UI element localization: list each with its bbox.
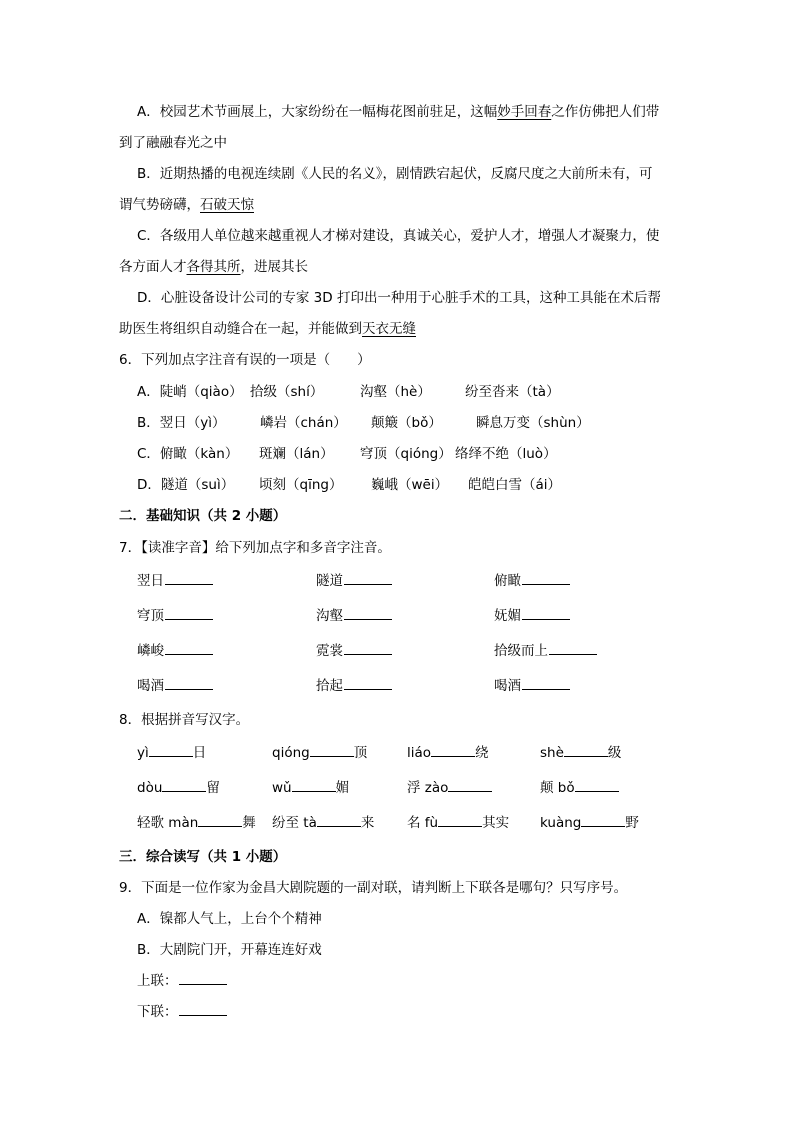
- q7-item: [316, 680, 392, 694]
- underlined-idiom: 各得其所: [186, 259, 241, 275]
- q7-item: [316, 575, 392, 589]
- q9-lower-line: [137, 1006, 227, 1020]
- q7-item: [494, 610, 570, 624]
- answer-blank[interactable]: [165, 653, 213, 655]
- q7-word: 拾起: [316, 678, 343, 694]
- q6-b-1: B．翌日（yì）: [137, 415, 226, 431]
- answer-blank[interactable]: [179, 983, 227, 985]
- q5-option-d-line1: D．心脏设备设计公司的专家 3D 打印出一种用于心脏手术的工具，这种工具能在术后帮: [137, 290, 661, 306]
- q6-b-4: 瞬息万变（shùn）: [476, 415, 590, 431]
- q6-a-3: 沟壑（hè）: [360, 384, 431, 400]
- q6-c-4: 络绎不绝（luò）: [455, 446, 557, 462]
- answer-blank[interactable]: [292, 790, 336, 792]
- q7-item: [494, 575, 570, 589]
- answer-blank[interactable]: [575, 790, 619, 792]
- pinyin: shè: [540, 745, 564, 761]
- q7-item: [494, 680, 570, 694]
- upper-label: 上联：: [137, 973, 178, 989]
- q6-a-2: 拾级（shí）: [250, 384, 324, 400]
- section-heading-2: 二．基础知识（共 2 小题）: [119, 508, 287, 524]
- pinyin: 颠 bǒ: [540, 780, 575, 796]
- q5-option-b-line1: B．近期热播的电视连续剧《人民的名义》，剧情跌宕起伏，反腐尺度之大前所未有，可: [137, 166, 653, 182]
- q8-char: 媚: [335, 780, 350, 796]
- q6-b-2: 嶙岩（chán）: [260, 415, 347, 431]
- lower-label: 下联：: [137, 1004, 178, 1020]
- q7-item: [316, 610, 392, 624]
- pinyin: yì: [137, 745, 149, 761]
- q7-word: 妩媚: [494, 608, 521, 624]
- underlined-idiom: 天衣无缝: [362, 321, 416, 337]
- q6-c-3: 穹顶（qióng）: [360, 446, 452, 462]
- answer-blank[interactable]: [522, 583, 570, 585]
- q8-item: [137, 747, 206, 761]
- answer-blank[interactable]: [344, 583, 392, 585]
- q6-c-2: 斑斓（lán）: [259, 446, 334, 462]
- underlined-idiom: 妙手回春: [497, 104, 552, 120]
- q7-word: 拾级而上: [494, 643, 548, 659]
- answer-blank[interactable]: [344, 653, 392, 655]
- q5-option-a-line1: [137, 106, 659, 120]
- q6-d-1: D．隧道（suì）: [137, 477, 235, 493]
- q7-word: 沟壑: [316, 608, 343, 624]
- answer-blank[interactable]: [198, 825, 242, 827]
- pinyin: kuàng: [540, 815, 582, 831]
- text: ，进展其长: [240, 259, 308, 275]
- q7-item: [137, 645, 213, 659]
- q9-stem: 9．下面是一位作家为金昌大剧院题的一副对联，请判断上下联各是哪句？只写序号。: [119, 880, 628, 896]
- underlined-idiom: 石破天惊: [200, 197, 254, 213]
- answer-blank[interactable]: [522, 618, 570, 620]
- q8-char: 日: [192, 745, 207, 761]
- text: 助医生将组织自动缝合在一起，并能做到: [119, 321, 362, 337]
- q9-upper-line: [137, 975, 227, 989]
- q6-d-2: 顷刻（qīng）: [259, 477, 343, 493]
- q7-word: 俯瞰: [494, 573, 521, 589]
- text: 各方面人才: [119, 259, 187, 275]
- q9-option-b: B．大剧院门开，开幕连连好戏: [137, 942, 322, 958]
- q7-item: [316, 645, 392, 659]
- q8-char: 野: [625, 815, 639, 831]
- answer-blank[interactable]: [564, 755, 608, 757]
- q8-item: [272, 817, 374, 831]
- q8-char: 其实: [482, 815, 510, 831]
- q7-item: [137, 575, 213, 589]
- pinyin: 名 fù: [407, 815, 439, 831]
- q9-option-a: A．镍都人气上，上台个个精神: [137, 911, 322, 927]
- answer-blank[interactable]: [162, 790, 206, 792]
- q8-item: [272, 747, 367, 761]
- q8-char: 舞: [242, 815, 256, 831]
- answer-blank[interactable]: [344, 618, 392, 620]
- q7-word: 霓裳: [316, 643, 343, 659]
- q6-d-4: 皑皑白雪（ái）: [468, 477, 562, 493]
- answer-blank[interactable]: [310, 755, 354, 757]
- q8-char: 来: [360, 815, 375, 831]
- pinyin: qióng: [272, 745, 310, 761]
- answer-blank[interactable]: [438, 825, 482, 827]
- q5-option-c-line1: C．各级用人单位越来越重视人才梯对建设，真诚关心，爱护人才，增强人才凝聚力，使: [137, 228, 660, 244]
- q5-option-d-line2: [119, 323, 416, 337]
- q8-item: [407, 747, 489, 761]
- q7-word: 翌日: [137, 573, 164, 589]
- q8-char: 级: [607, 745, 622, 761]
- answer-blank[interactable]: [549, 653, 597, 655]
- q8-item: [540, 817, 639, 831]
- answer-blank[interactable]: [149, 755, 193, 757]
- text: 谓气势磅礴，: [119, 197, 200, 213]
- q6-stem: 6．下列加点字注音有误的一项是（ ）: [119, 352, 371, 368]
- q7-item: [137, 610, 213, 624]
- pinyin: liáo: [407, 745, 432, 761]
- q7-word: 喝酒: [137, 678, 164, 694]
- answer-blank[interactable]: [448, 790, 492, 792]
- q7-item: [137, 680, 213, 694]
- q6-a-4: 纷至沓来（tà）: [465, 384, 560, 400]
- q7-word: 穹顶: [137, 608, 164, 624]
- answer-blank[interactable]: [344, 688, 392, 690]
- answer-blank[interactable]: [431, 755, 475, 757]
- q6-c-1: C．俯瞰（kàn）: [137, 446, 239, 462]
- pinyin: dòu: [137, 780, 163, 796]
- q8-item: [407, 817, 509, 831]
- answer-blank[interactable]: [317, 825, 361, 827]
- answer-blank[interactable]: [165, 618, 213, 620]
- q5-option-c-line2: [119, 261, 308, 275]
- q8-item: [137, 782, 220, 796]
- q8-char: 留: [206, 780, 220, 796]
- pinyin: 轻歌 màn: [137, 815, 199, 831]
- answer-blank[interactable]: [522, 688, 570, 690]
- q7-stem: 7．【读准字音】给下列加点字和多音字注音。: [119, 540, 391, 556]
- text: 之作仿佛把人们带: [551, 104, 660, 120]
- pinyin: 纷至 tà: [272, 815, 317, 831]
- text: A．校园艺术节画展上，大家纷纷在一幅梅花图前驻足，这幅: [137, 104, 498, 120]
- q7-word: 喝酒: [494, 678, 521, 694]
- q5-option-a-line2: 到了融融春光之中: [119, 135, 227, 151]
- pinyin: wǔ: [272, 780, 292, 796]
- q6-a-1: A．陡峭（qiào）: [137, 384, 243, 400]
- q8-item: [272, 782, 349, 796]
- pinyin: 浮 zào: [407, 780, 449, 796]
- q8-stem: 8．根据拼音写汉字。: [119, 712, 250, 728]
- q8-item: [407, 782, 492, 796]
- answer-blank[interactable]: [581, 825, 625, 827]
- q8-item: [540, 747, 621, 761]
- q6-d-3: 巍峨（wēi）: [371, 477, 449, 493]
- answer-blank[interactable]: [179, 1014, 227, 1016]
- q7-item: [494, 645, 597, 659]
- section-heading-3: 三．综合读写（共 1 小题）: [119, 849, 287, 865]
- q7-word: 隧道: [316, 573, 343, 589]
- q7-word: 嶙峻: [137, 643, 164, 659]
- answer-blank[interactable]: [165, 688, 213, 690]
- q8-item: [137, 817, 256, 831]
- q8-char: 顶: [353, 745, 368, 761]
- q6-b-3: 颠簸（bǒ）: [371, 415, 442, 431]
- answer-blank[interactable]: [165, 583, 213, 585]
- q8-item: [540, 782, 619, 796]
- q8-char: 绕: [475, 745, 489, 761]
- q5-option-b-line2: [119, 199, 254, 213]
